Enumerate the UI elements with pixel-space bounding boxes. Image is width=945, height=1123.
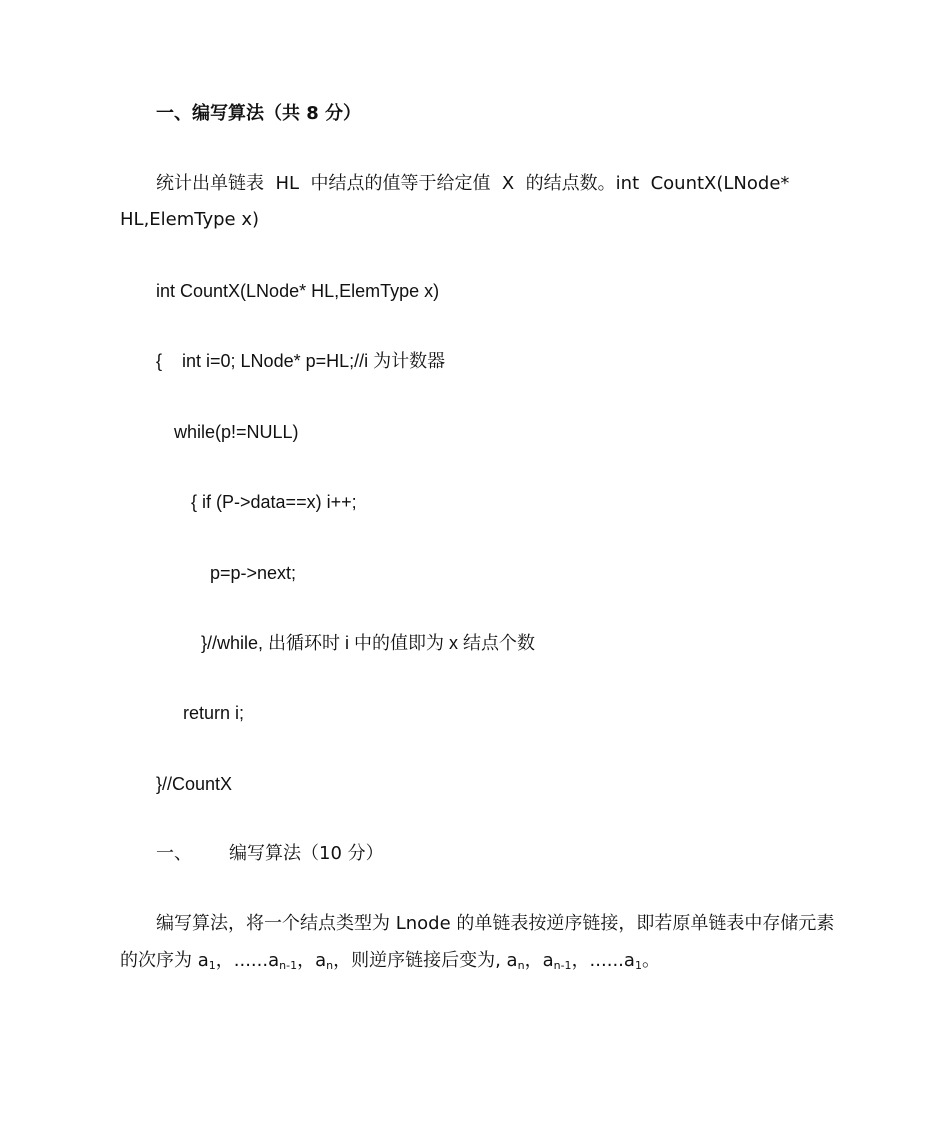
code-line-7: return i;	[183, 703, 245, 723]
code-line-6: }//while, 出循环时 i 中的值即为 x 结点个数	[201, 633, 536, 653]
code-line-4: { if (P->data==x) i++;	[191, 492, 357, 512]
subscript: 1	[634, 959, 642, 972]
section2-number: 一、	[156, 843, 192, 864]
code-line-5: p=p->next;	[210, 563, 297, 583]
code-line-8: }//CountX	[156, 774, 233, 794]
code-line-3: while(p!=NULL)	[174, 422, 299, 442]
section2-prompt-line2	[120, 949, 660, 975]
text-run: ，则逆序链接后变为, a	[333, 950, 518, 971]
text-run: 。	[641, 950, 660, 971]
code-line-2: { int i=0; LNode* p=HL;//i 为计数器	[156, 351, 446, 371]
subscript: 1	[208, 959, 216, 972]
text-run: ，a	[297, 950, 327, 971]
section2-prompt-line1: 编写算法，将一个结点类型为 Lnode 的单链表按逆序链接，即若原单链表中存储元素	[156, 913, 835, 934]
text-run: ，a	[524, 950, 554, 971]
section1-prompt-line2: HL,ElemType x)	[120, 209, 260, 230]
section1-prompt-line1: 统计出单链表 HL 中结点的值等于给定值 X 的结点数。int CountX(LNode*	[156, 173, 790, 194]
subscript: n-1	[553, 959, 572, 972]
subscript: n-1	[279, 959, 298, 972]
subscript: n	[326, 959, 334, 972]
text-run: ，......a	[571, 950, 635, 971]
text-run: 的次序为 a	[120, 950, 209, 971]
text-run: ，......a	[215, 950, 280, 971]
subscript: n	[517, 959, 525, 972]
section1-heading: 一、编写算法（共 8 分）	[156, 103, 362, 124]
code-line-1: int CountX(LNode* HL,ElemType x)	[156, 281, 440, 301]
section2-heading: 编写算法（10 分）	[229, 843, 384, 864]
